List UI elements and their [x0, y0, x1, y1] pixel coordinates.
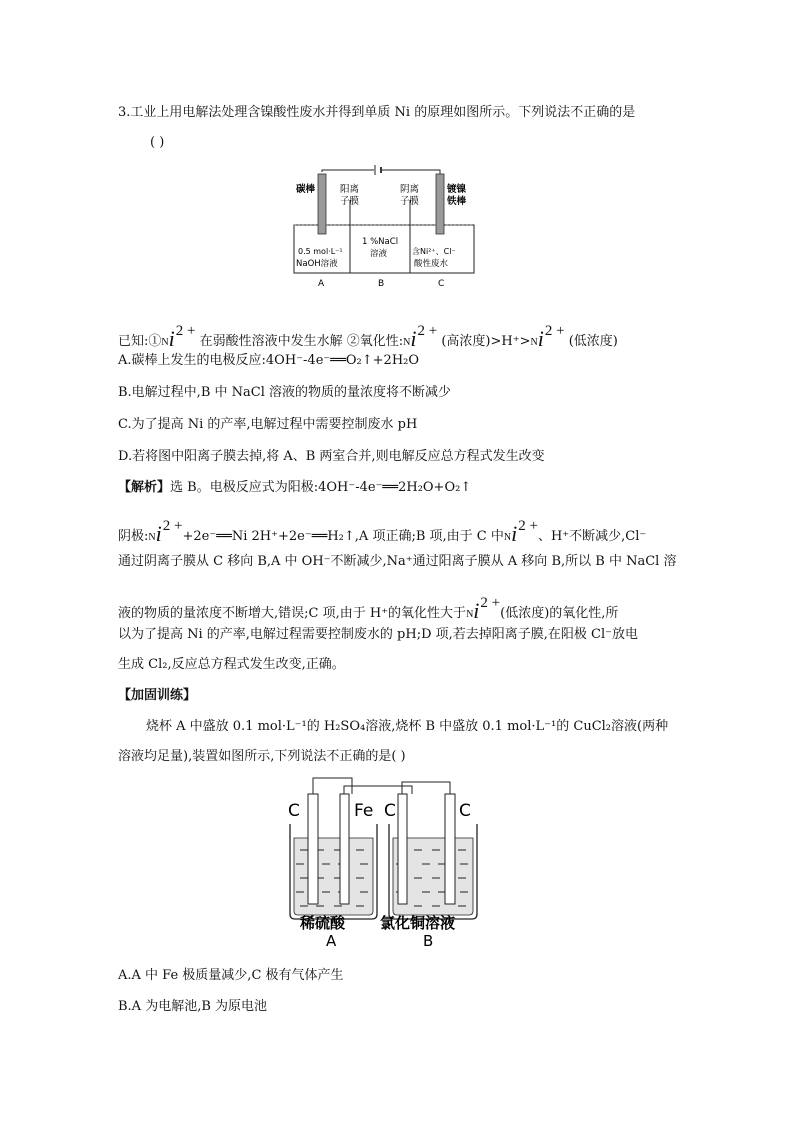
fig-cation-mem-2: 子膜: [400, 196, 420, 207]
label-c2: C: [384, 801, 396, 821]
question-stem: 3.工业上用电解法处理含镍酸性废水并得到单质 Ni 的原理如图所示。下列说法不正确的是: [118, 105, 636, 120]
fig-label-b: B: [378, 279, 385, 289]
drill-tag: 【加固训练】: [118, 688, 197, 703]
option-a: A.碳棒上发生的电极反应:4OH⁻-4e⁻══O₂↑+2H₂O: [118, 353, 420, 368]
answer-paren: ( ): [150, 135, 165, 150]
fig-sol-a-2: NaOH溶液: [296, 259, 338, 269]
label-fe: Fe: [354, 801, 374, 821]
analysis-line-3: 通过阴离子膜从 C 移向 B,A 中 OH⁻不断减少,Na⁺通过阳离子膜从 A 移向 B,所以 B 中 NaCl 溶: [118, 554, 677, 569]
beaker-a-solution: 稀硫酸: [300, 914, 346, 932]
analysis-line-6: 生成 Cl₂,反应总方程式发生改变,正确。: [118, 657, 345, 672]
fig-cation-mem-1: 阴离: [400, 184, 420, 195]
label-c3: C: [459, 801, 471, 821]
known-conditions: 已知:①Ni2 + 在弱酸性溶液中发生水解 ②氧化性:Ni2 + (高浓度)>H⁺>Ni2 + (低浓度): [118, 323, 618, 351]
fig-label-c: C: [438, 279, 445, 289]
drill-para-2: 溶液均足量),装置如图所示,下列说法不正确的是( ): [118, 749, 406, 764]
fig-sol-b-2: 溶液: [370, 249, 388, 259]
analysis-tag: 【解析】: [118, 480, 171, 495]
fig-label-a: A: [318, 279, 325, 289]
beaker-b-label: B: [423, 932, 434, 950]
drill-option-a: A.A 中 Fe 极质量减少,C 极有气体产生: [118, 968, 344, 983]
fig-sol-b-1: 1 %NaCl: [362, 237, 399, 247]
analysis-line-2: 阴极:Ni2 ++2e⁻══Ni 2H⁺+2e⁻══H₂↑,A 项正确;B 项,由于 C 中Ni2 +、H⁺不断减少,Cl⁻: [118, 518, 647, 546]
electrode-fe: [340, 794, 349, 904]
beaker-b-solution: 氯化铜溶液: [380, 914, 456, 932]
nickel-plated-rod: [436, 174, 444, 234]
beaker-a-label: A: [326, 932, 337, 950]
fig-anion-mem-2: 子膜: [340, 196, 360, 207]
fig-anion-mem-1: 阳离: [340, 184, 360, 195]
fig-ni-rod-1: 镀镍: [447, 184, 467, 195]
electrode-c3: [445, 794, 455, 904]
fig-sol-c-2: 酸性废水: [414, 259, 449, 269]
label-c1: C: [288, 801, 300, 821]
beaker-diagram: [282, 776, 478, 950]
option-c: C.为了提高 Ni 的产率,电解过程中需要控制废水 pH: [118, 417, 418, 432]
carbon-rod: [318, 174, 326, 234]
electrode-c2: [398, 794, 407, 904]
electrolysis-diagram: [290, 160, 480, 290]
drill-para-1: 烧杯 A 中盛放 0.1 mol·L⁻¹的 H₂SO₄溶液,烧杯 B 中盛放 0.1 mol·L⁻¹的 CuCl₂溶液(两种: [146, 719, 669, 734]
analysis-line-1: 【解析】选 B。电极反应式为阳极:4OH⁻-4e⁻══2H₂O+O₂↑: [118, 480, 472, 495]
electrode-c1: [308, 794, 318, 904]
drill-option-b: B.A 为电解池,B 为原电池: [118, 999, 268, 1014]
analysis-line-4: 液的物质的量浓度不断增大,错误;C 项,由于 H⁺的氧化性大于Ni2 +(低浓度)的氧化性,所: [118, 595, 619, 623]
fig-sol-a-1: 0.5 mol·L⁻¹: [298, 247, 343, 256]
option-d: D.若将图中阳离子膜去掉,将 A、B 两室合并,则电解反应总方程式发生改变: [118, 449, 545, 464]
analysis-line-5: 以为了提高 Ni 的产率,电解过程需要控制废水的 pH;D 项,若去掉阳离子膜,在阳极 Cl⁻放电: [118, 627, 639, 642]
option-b: B.电解过程中,B 中 NaCl 溶液的物质的量浓度将不断减少: [118, 385, 451, 400]
fig-sol-c-1: 含Ni²⁺、Cl⁻: [412, 247, 456, 256]
fig-ni-rod-2: 铁棒: [447, 196, 467, 207]
fig-carbon-label: 碳棒: [296, 184, 316, 195]
